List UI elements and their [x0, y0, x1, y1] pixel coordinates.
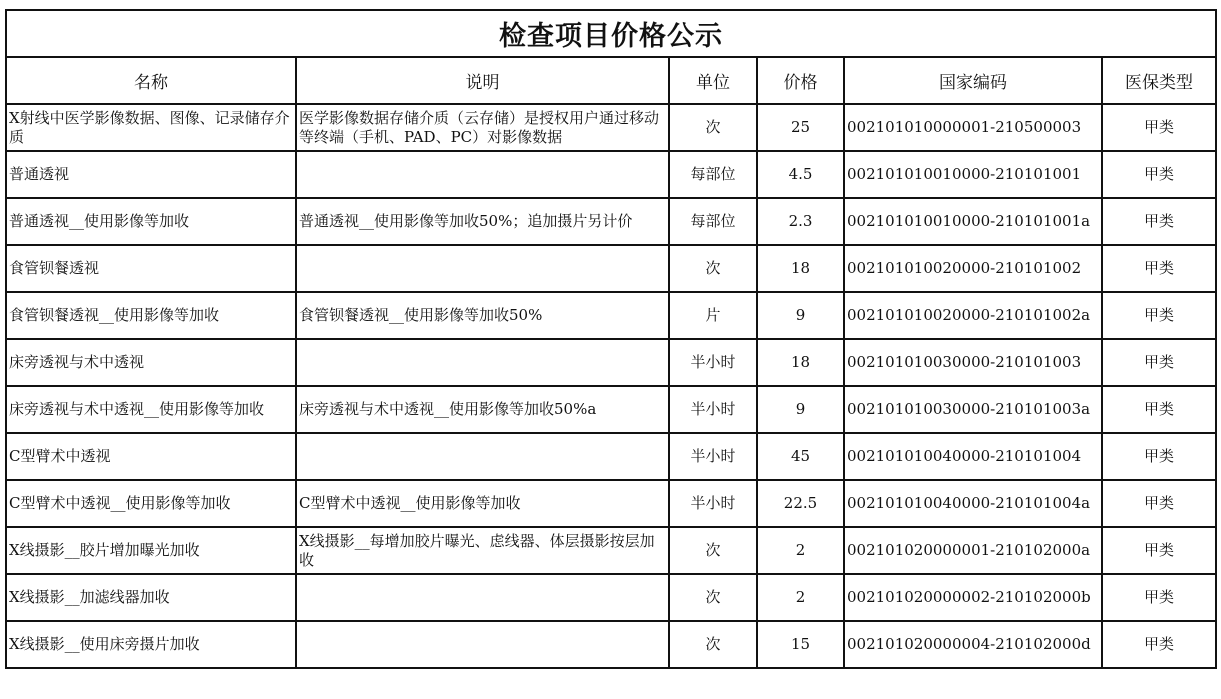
header-insurance-type: 医保类型 — [1102, 57, 1216, 104]
cell-national-code: 002101010030000-210101003a — [844, 386, 1102, 433]
cell-unit: 半小时 — [669, 386, 757, 433]
cell-description: X线摄影__每增加胶片曝光、虑线器、体层摄影按层加收 — [296, 527, 669, 574]
header-row — [6, 57, 1216, 104]
cell-insurance-type: 甲类 — [1102, 386, 1216, 433]
cell-national-code: 002101010040000-210101004 — [844, 433, 1102, 480]
cell-price: 2.3 — [757, 198, 844, 245]
table-row — [6, 339, 1216, 386]
cell-price: 4.5 — [757, 151, 844, 198]
cell-unit: 半小时 — [669, 433, 757, 480]
cell-unit: 次 — [669, 104, 757, 151]
cell-name: C型臂术中透视 — [6, 433, 296, 480]
cell-description — [296, 245, 669, 292]
cell-description — [296, 574, 669, 621]
cell-national-code: 002101020000002-210102000b — [844, 574, 1102, 621]
cell-description — [296, 621, 669, 668]
table-row — [6, 198, 1216, 245]
cell-name: X线摄影__使用床旁摄片加收 — [6, 621, 296, 668]
cell-description: 医学影像数据存储介质（云存储）是授权用户通过移动等终端（手机、PAD、PC）对影像数据 — [296, 104, 669, 151]
cell-unit: 每部位 — [669, 198, 757, 245]
header-national-code: 国家编码 — [844, 57, 1102, 104]
cell-unit: 次 — [669, 527, 757, 574]
cell-price: 9 — [757, 386, 844, 433]
cell-unit: 次 — [669, 245, 757, 292]
cell-description — [296, 339, 669, 386]
cell-price: 18 — [757, 245, 844, 292]
cell-description: C型臂术中透视__使用影像等加收 — [296, 480, 669, 527]
header-unit: 单位 — [669, 57, 757, 104]
cell-name: X射线中医学影像数据、图像、记录储存介质 — [6, 104, 296, 151]
cell-price: 22.5 — [757, 480, 844, 527]
header-name: 名称 — [6, 57, 296, 104]
cell-insurance-type: 甲类 — [1102, 292, 1216, 339]
cell-name: 床旁透视与术中透视 — [6, 339, 296, 386]
table-row — [6, 245, 1216, 292]
cell-national-code: 002101010020000-210101002 — [844, 245, 1102, 292]
cell-unit: 片 — [669, 292, 757, 339]
cell-price: 25 — [757, 104, 844, 151]
cell-price: 2 — [757, 527, 844, 574]
table-row — [6, 527, 1216, 574]
cell-insurance-type: 甲类 — [1102, 198, 1216, 245]
cell-insurance-type: 甲类 — [1102, 527, 1216, 574]
cell-national-code: 002101010010000-210101001 — [844, 151, 1102, 198]
cell-description: 普通透视__使用影像等加收50%；追加摄片另计价 — [296, 198, 669, 245]
cell-name: X线摄影__胶片增加曝光加收 — [6, 527, 296, 574]
cell-description — [296, 433, 669, 480]
cell-description: 床旁透视与术中透视__使用影像等加收50%a — [296, 386, 669, 433]
title-row — [6, 10, 1216, 57]
price-table — [5, 9, 1217, 669]
cell-unit: 半小时 — [669, 339, 757, 386]
cell-insurance-type: 甲类 — [1102, 480, 1216, 527]
cell-national-code: 002101010000001-210500003 — [844, 104, 1102, 151]
cell-name: 食管钡餐透视 — [6, 245, 296, 292]
cell-description: 食管钡餐透视__使用影像等加收50% — [296, 292, 669, 339]
cell-insurance-type: 甲类 — [1102, 433, 1216, 480]
table-row — [6, 292, 1216, 339]
cell-national-code: 002101010020000-210101002a — [844, 292, 1102, 339]
cell-national-code: 002101020000001-210102000a — [844, 527, 1102, 574]
table-row — [6, 621, 1216, 668]
cell-price: 9 — [757, 292, 844, 339]
cell-description — [296, 151, 669, 198]
cell-unit: 次 — [669, 574, 757, 621]
cell-name: C型臂术中透视__使用影像等加收 — [6, 480, 296, 527]
cell-unit: 次 — [669, 621, 757, 668]
page-title: 检查项目价格公示 — [6, 10, 1216, 57]
cell-insurance-type: 甲类 — [1102, 104, 1216, 151]
cell-price: 2 — [757, 574, 844, 621]
cell-national-code: 002101010030000-210101003 — [844, 339, 1102, 386]
table-row — [6, 433, 1216, 480]
cell-name: 普通透视 — [6, 151, 296, 198]
cell-insurance-type: 甲类 — [1102, 574, 1216, 621]
cell-unit: 半小时 — [669, 480, 757, 527]
header-description: 说明 — [296, 57, 669, 104]
cell-name: X线摄影__加滤线器加收 — [6, 574, 296, 621]
cell-price: 15 — [757, 621, 844, 668]
cell-unit: 每部位 — [669, 151, 757, 198]
table-row — [6, 574, 1216, 621]
table-row — [6, 104, 1216, 151]
cell-price: 45 — [757, 433, 844, 480]
cell-insurance-type: 甲类 — [1102, 245, 1216, 292]
cell-national-code: 002101010040000-210101004a — [844, 480, 1102, 527]
cell-name: 普通透视__使用影像等加收 — [6, 198, 296, 245]
cell-insurance-type: 甲类 — [1102, 621, 1216, 668]
cell-name: 床旁透视与术中透视__使用影像等加收 — [6, 386, 296, 433]
cell-name: 食管钡餐透视__使用影像等加收 — [6, 292, 296, 339]
header-price: 价格 — [757, 57, 844, 104]
cell-national-code: 002101020000004-210102000d — [844, 621, 1102, 668]
table-row — [6, 386, 1216, 433]
cell-insurance-type: 甲类 — [1102, 339, 1216, 386]
table-row — [6, 151, 1216, 198]
table-row — [6, 480, 1216, 527]
cell-price: 18 — [757, 339, 844, 386]
cell-national-code: 002101010010000-210101001a — [844, 198, 1102, 245]
cell-insurance-type: 甲类 — [1102, 151, 1216, 198]
